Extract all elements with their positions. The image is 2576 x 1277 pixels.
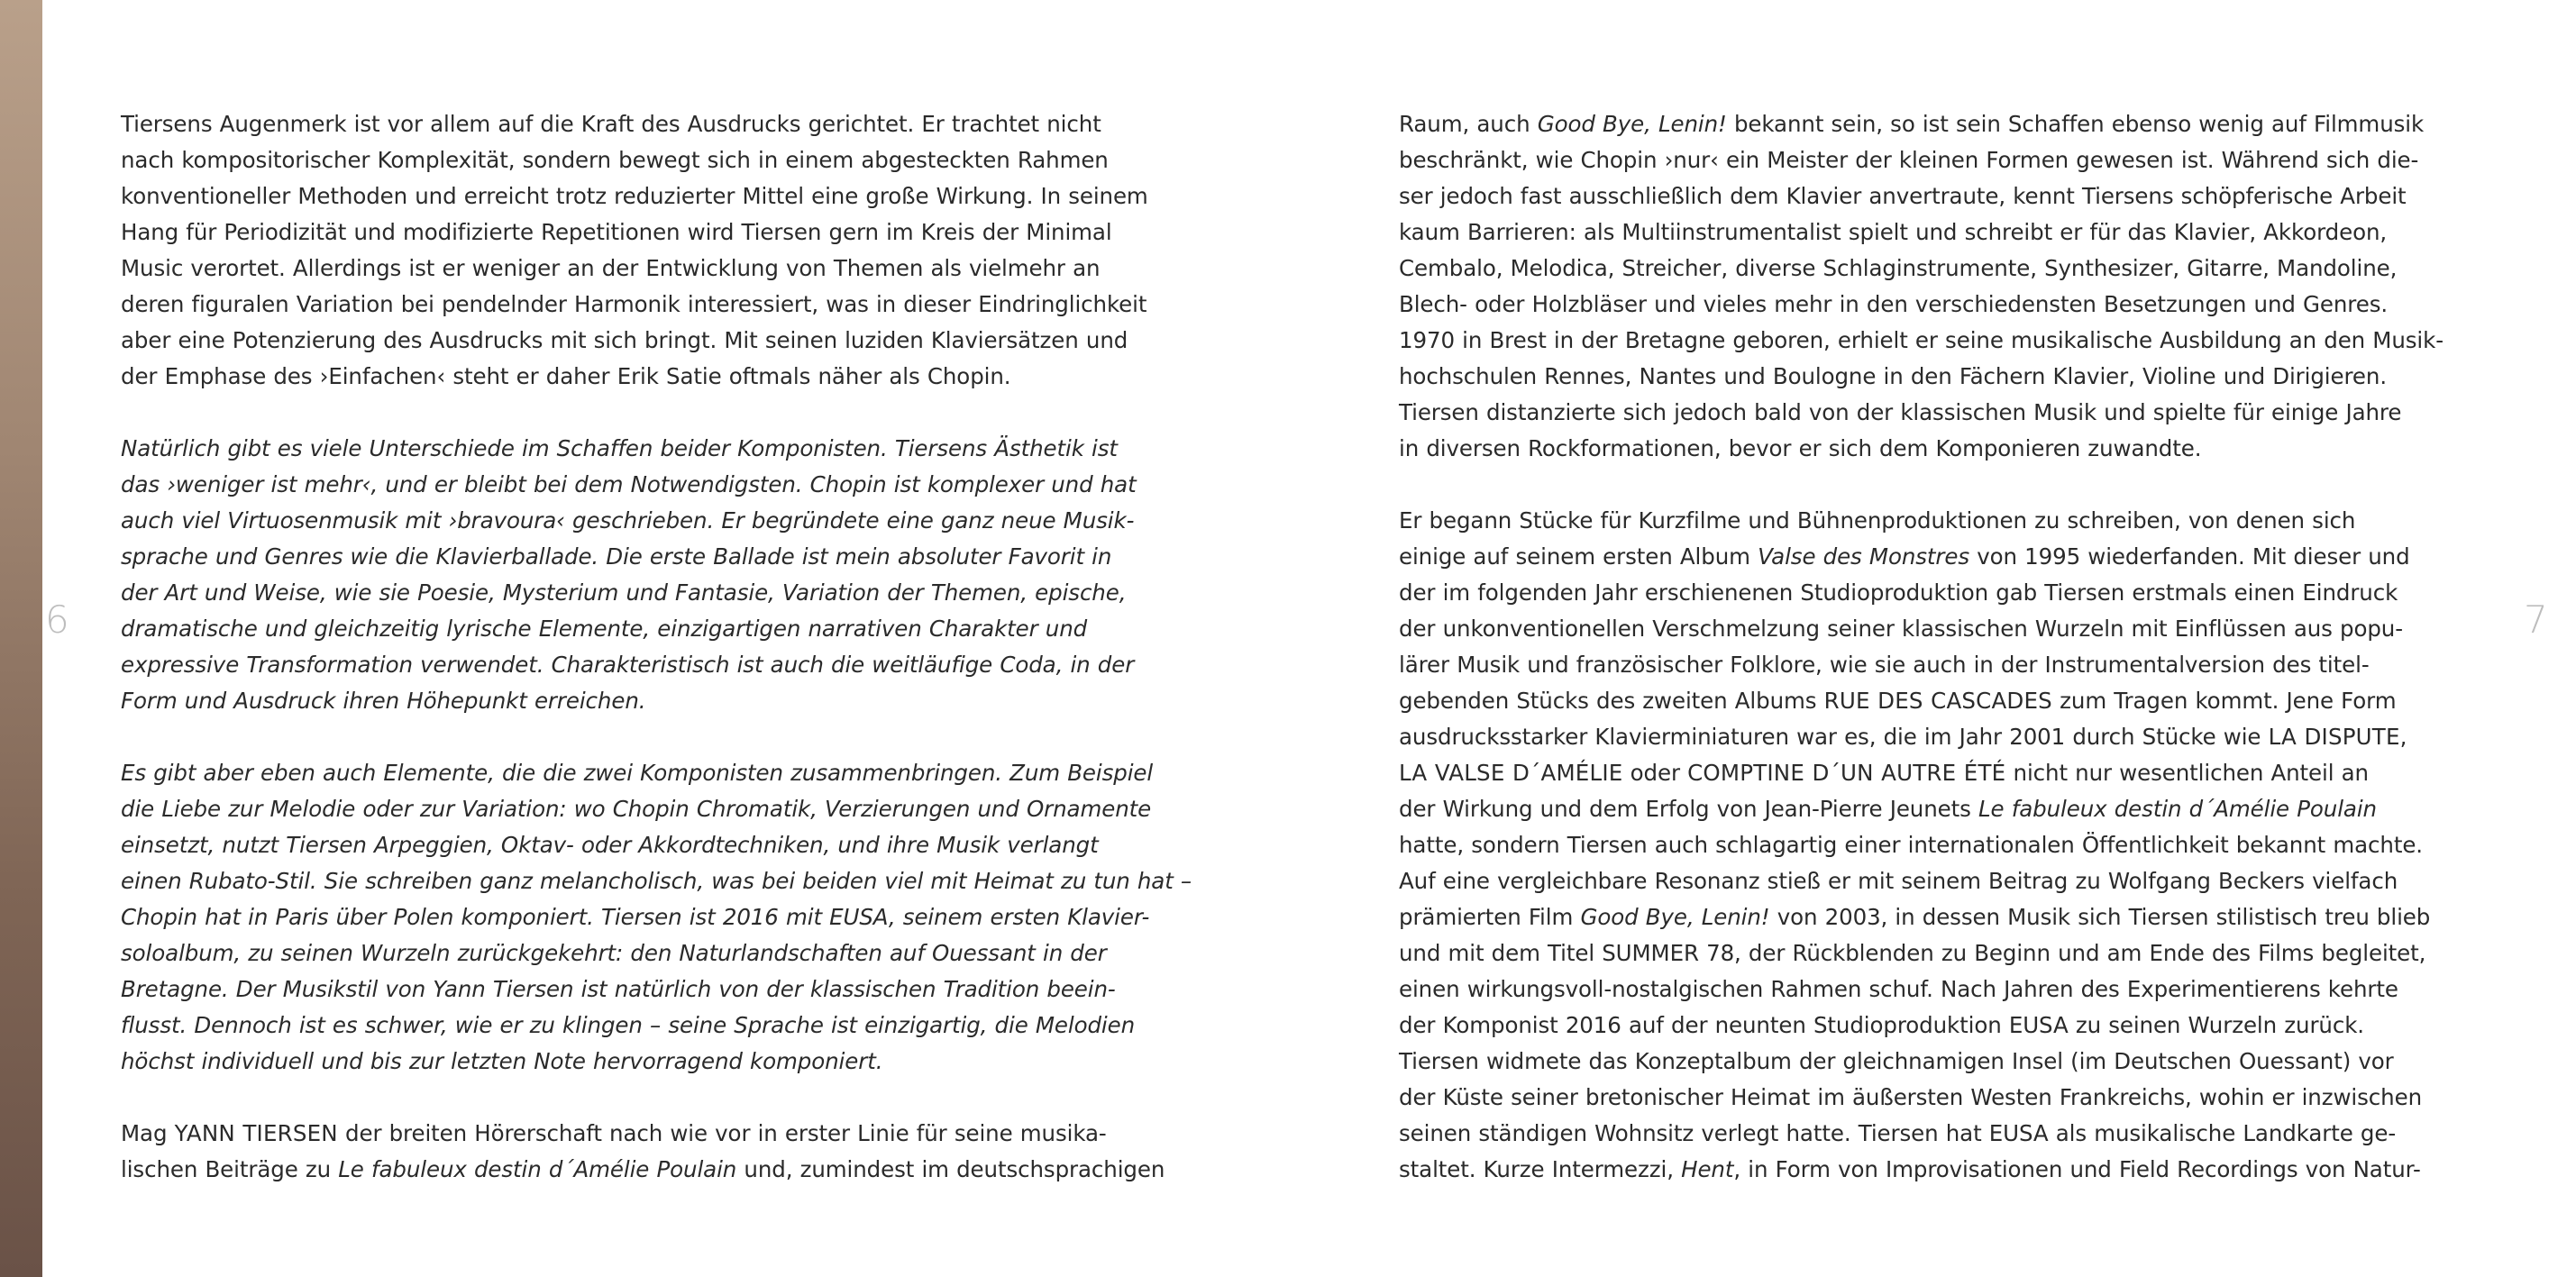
text-segment: , in Form von Improvisationen und Field Recordings von Natur- [1733,1156,2421,1182]
text-segment: nicht nur wesentlichen Anteil an der Wirkung und dem Erfolg von Jean-Pierre Jeunets [1399,760,2369,822]
album-title-caps: RUE DES CASCADES [1823,688,2052,714]
album-title: Valse des Monstres [1758,543,1970,570]
left-column [121,106,1202,1188]
text-segment: und, zumindest im deutschsprachigen [736,1156,1165,1182]
text-segment: von 1995 wiederfanden. Mit dieser und der im folgenden Jahr erschienenen Studioproduktion gab Tiersen erstmals einen Eindruck der unkonventionellen Verschmelzung seiner klassischen Wurzeln mit Einflüssen aus popu- lärer Musik und französischer Folklore, wie sie auch in der Instrumentalversion des titel- gebenden Stücks des zweiten Albums [1399,543,2410,714]
text-segment: zum Tragen kommt. Jene Form ausdrucksstarker Klavierminiaturen war es, die im Jahr 2001 durch Stücke wie [1399,688,2397,750]
film-title: Le fabuleux destin d´Amélie Poulain [1978,796,2377,822]
paragraph-intro: Tiersens Augenmerk ist vor allem auf die Kraft des Ausdrucks gerichtet. Er trachtet nicht nach kompositorischer Komplexität, sondern bewegt sich in einem abgesteckten Rahmen konventioneller Methoden und erreicht trotz reduzierter Mittel eine große Wirkung. In seinem Hang für Periodizität und modifizierte Repetitionen wird Tiersen gern im Kreis der Minimal Music verortet. Allerdings ist er weniger an der Entwicklung von Themen als vielmehr an deren figuralen Variation bei pendelnder Harmonik interessiert, was in dieser Eindringlichkeit aber eine Potenzierung des Ausdrucks mit sich bringt. Mit seinen luziden Klaviersätzen und der Emphase des ›Einfachen‹ steht er daher Erik Satie oftmals näher als Chopin. [121,111,1148,389]
text-segment: bekannt sein, so ist sein Schaffen ebenso wenig auf Filmmusik beschränkt, wie Chopin ›nur‹ ein Meister der kleinen Formen gewesen ist. Während sich die- ser jedoch fast ausschließlich dem Klavier anvertraute, kennt Tiersens schöpferische Arbeit kaum Barrieren: als Multiinstrumentalist spielt und schreibt er für das Klavier, Akkordeon, Cembalo, Melodica, Streicher, diverse Schlaginstrumente, Synthesizer, Gitarre, Mandoline, Blech- oder Holzbläser und vieles mehr in den verschiedensten Besetzungen und Genres. 1970 in Brest in der Bretagne geboren, erhielt er seine musikalische Ausbildung an den Musik- hochschulen Rennes, Nantes und Boulogne in den Fächern Klavier, Violine und Dirigieren. Tiersen distanzierte sich jedoch bald von der klassischen Musik und spielte für einige Jahre in diversen Rockformationen, bevor er sich dem Komponieren zuwandte. [1399,111,2444,461]
film-title: Le fabuleux destin d´Amélie Poulain [338,1156,737,1182]
film-title: Good Bye, Lenin! [1580,904,1770,930]
text-segment: der breiten Hörerschaft nach wie vor in erster Linie für seine musika- lischen Beiträge zu [121,1120,1107,1182]
text-segment: Raum, auch [1399,111,1538,137]
piece-titles-caps: LA DISPUTE, LA VALSE D´AMÉLIE [1399,724,2407,786]
text-segment: oder [1622,760,1688,786]
paragraph-yann-tiersen [121,1116,1202,1188]
text-segment: Er begann Stücke für Kurzfilme und Bühnenproduktionen zu schreiben, von denen sich einige auf seinem ersten Album [1399,507,2356,570]
film-title: Good Bye, Lenin! [1537,111,1727,137]
piece-title-caps: COMPTINE D´UN AUTRE ÉTÉ [1687,760,2006,786]
right-column [1399,106,2480,1188]
page-number-right: 7 [2524,597,2548,642]
artist-name: YANN TIERSEN [174,1120,338,1146]
text-segment: von 2003, in dessen Musik sich Tiersen stilistisch treu blieb und mit dem Titel SUMMER 78, der Rückblenden zu Beginn und am Ende des Films begleitet, einen wirkungsvoll-nostalgischen Rahmen schuf. Nach Jahren des Experimentierens kehrte der Komponist 2016 auf der neunten Studioproduktion EUSA zu seinen Wurzeln zurück. Tiersen widmete das Konzeptalbum der gleichnamigen Insel (im Deutschen Ouessant) vor der Küste seiner bretonischer Heimat im äußersten Westen Frankreichs, wohin er inzwischen seinen ständigen Wohnsitz verlegt hatte. Tiersen hat EUSA als musikalische Landkarte ge- staltet. Kurze Intermezzi, [1399,904,2431,1182]
paragraph-career [1399,106,2480,467]
piece-title: Hent [1681,1156,1734,1182]
text-segment: hatte, sondern Tiersen auch schlagartig einer internationalen Öffentlichkeit bekannt machte. Auf eine vergleichbare Resonanz stieß er mit seinem Beitrag zu Wolfgang Beckers vielfach prämierten Film [1399,832,2423,930]
text-segment: Mag [121,1120,175,1146]
paragraph-works [1399,503,2480,1188]
quote-paragraph-similarities: Es gibt aber eben auch Elemente, die die zwei Komponisten zusammenbringen. Zum Beispiel die Liebe zur Melodie oder zur Variation: wo Chopin Chromatik, Verzierungen und Ornamente einsetzt, nutzt Tiersen Arpeggien, Oktav- oder Akkordtechniken, und ihre Musik verlangt einen Rubato-Stil. Sie schreiben ganz melancholisch, was bei beiden viel mit Heimat zu tun hat – Chopin hat in Paris über Polen komponiert. Tiersen ist 2016 mit EUSA, seinem ersten Klavier- soloalbum, zu seinen Wurzeln zurückgekehrt: den Naturlandschaften auf Ouessant in der Bretagne. Der Musikstil von Yann Tiersen ist natürlich von der klassischen Tradition beein- flusst. Dennoch ist es schwer, wie er zu klingen – seine Sprache ist einzigartig, die Melodien höchst individuell und bis zur letzten Note hervorragend komponiert. [121,760,1192,1074]
quote-paragraph-differences: Natürlich gibt es viele Unterschiede im Schaffen beider Komponisten. Tiersens Ästhetik ist das ›weniger ist mehr‹, und er bleibt bei dem Notwendigsten. Chopin ist komplexer und hat auch viel Virtuosenmusik mit ›bravoura‹ geschrieben. Er begründete eine ganz neue Musik- sprache und Genres wie die Klavierballade. Die erste Ballade ist mein absoluter Favorit in der Art und Weise, wie sie Poesie, Mysterium und Fantasie, Variation der Themen, epische, dramatische und gleichzeitig lyrische Elemente, einzigartigen narrativen Charakter und expressive Transformation verwendet. Charakteristisch ist auch die weitläufige Coda, in der Form und Ausdruck ihren Höhepunkt erreichen. [121,435,1137,714]
page-number-left: 6 [45,597,69,642]
decorative-edge-strip [0,0,42,1277]
